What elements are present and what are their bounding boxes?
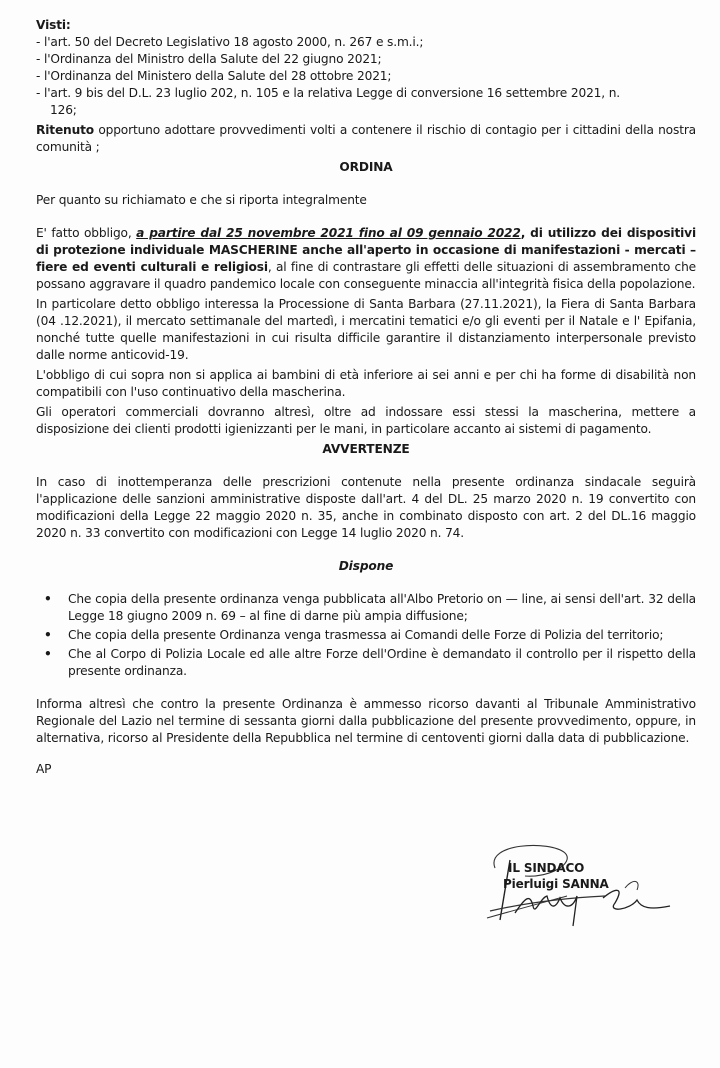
ordina-paragraph: Gli operatori commerciali dovranno altresì, oltre ad indossare essi stessi la mascherina, mettere a disposizione dei clienti prodotti igienizzanti per le mani, in particolare accanto ai sistemi di pagamento. <box>36 405 696 436</box>
bullet-icon: • <box>44 592 52 606</box>
obbligo-period: a partire dal 25 novembre 2021 fino al 09 gennaio 2022 <box>136 226 521 240</box>
dispone-list-item <box>36 591 696 625</box>
document-page <box>36 17 696 778</box>
visti-item: - l'Ordinanza del Ministero della Salute del 28 ottobre 2021; <box>36 69 392 83</box>
obbligo-prefix: E' fatto obbligo, <box>36 226 137 240</box>
dispone-list-item <box>36 646 696 680</box>
signature-title: IL SINDACO <box>508 861 585 875</box>
obbligo-bold-text: , di utilizzo dei dispositivi di protezione individuale MASCHERINE anche all'aperto in occasione di manifestazioni - mercati – fiere ed eventi culturali e religiosi <box>36 226 696 274</box>
bullet-icon: • <box>44 647 52 661</box>
visti-item: - l'art. 50 del Decreto Legislativo 18 agosto 2000, n. 267 e s.m.i.; <box>36 35 424 49</box>
dispone-heading: Dispone <box>338 559 394 573</box>
visti-item: - l'Ordinanza del Ministro della Salute del 22 giugno 2021; <box>36 52 382 66</box>
dispone-item-text: Che copia della presente Ordinanza venga trasmessa ai Comandi delle Forze di Polizia del territorio; <box>68 628 664 642</box>
ritenuto-text: opportuno adottare provvedimenti volti a contenere il rischio di contagio per i cittadini della nostra comunità ; <box>36 123 696 154</box>
obbligo-paragraph <box>36 225 696 293</box>
visti-section <box>36 17 696 119</box>
signature-block <box>455 838 705 933</box>
ordina-paragraph: In particolare detto obbligo interessa la Processione di Santa Barbara (27.11.2021), la Fiera di Santa Barbara (04 .12.2021), il mercato settimanale del martedì, i mercatini tematici e/o gli eventi per il Natale e l' Epifania, nonché tutte quelle manifestazioni in cui risulta difficile garantire il distanziamento interpersonale previsto dalle norme anticovid-19. <box>36 297 696 362</box>
visti-item-continuation: 126; <box>50 103 77 117</box>
initials: AP <box>36 762 52 776</box>
visti-title: Visti: <box>36 18 71 32</box>
ordina-heading: ORDINA <box>339 160 393 174</box>
ordina-paragraph: L'obbligo di cui sopra non si applica ai bambini di età inferiore ai sei anni e per chi ha forme di disabilità non compatibili con l'uso continuativo della mascherina. <box>36 368 696 399</box>
signature-name: Pierluigi SANNA <box>503 877 609 891</box>
dispone-list-item <box>36 627 696 644</box>
bullet-icon: • <box>44 628 52 642</box>
visti-item: - l'art. 9 bis del D.L. 23 luglio 202, n. 105 e la relativa Legge di conversione 16 settembre 2021, n. <box>36 86 621 100</box>
ritenuto-label: Ritenuto <box>36 123 95 137</box>
ritenuto-paragraph <box>36 122 696 156</box>
obbligo-rest: , al fine di contrastare gli effetti delle situazioni di assembramento che possano aggravare il quadro pandemico locale con conseguente minaccia all'integrità fisica della popolazione. <box>36 260 697 291</box>
dispone-item-text: Che al Corpo di Polizia Locale ed alle altre Forze dell'Ordine è demandato il controllo per il rispetto della presente ordinanza. <box>68 647 696 678</box>
avvertenze-heading: AVVERTENZE <box>322 442 410 456</box>
dispone-item-text: Che copia della presente ordinanza venga pubblicata all'Albo Pretorio on — line, ai sensi dell'art. 32 della Legge 18 giugno 2009 n. 69 – al fine di darne più ampia diffusione; <box>68 592 696 623</box>
ordina-intro: Per quanto su richiamato e che si riporta integralmente <box>36 193 367 207</box>
avvertenze-paragraph: In caso di inottemperanza delle prescrizioni contenute nella presente ordinanza sindacale seguirà l'applicazione delle sanzioni amministrative disposte dall'art. 4 del DL. 25 marzo 2020 n. 19 convertito con modificazioni della Legge 22 maggio 2020 n. 35, anche in combinato disposto con art. 2 del DL.16 maggio 2020 n. 33 convertito con modificazioni con Legge 14 luglio 2020 n. 74. <box>36 475 696 540</box>
informa-paragraph: Informa altresì che contro la presente Ordinanza è ammesso ricorso davanti al Tribunale Amministrativo Regionale del Lazio nel termine di sessanta giorni dalla pubblicazione del presente provvedimento, oppure, in alternativa, ricorso al Presidente della Repubblica nel termine di centoventi giorni dalla data di pubblicazione. <box>36 697 696 745</box>
dispone-list <box>36 591 696 680</box>
